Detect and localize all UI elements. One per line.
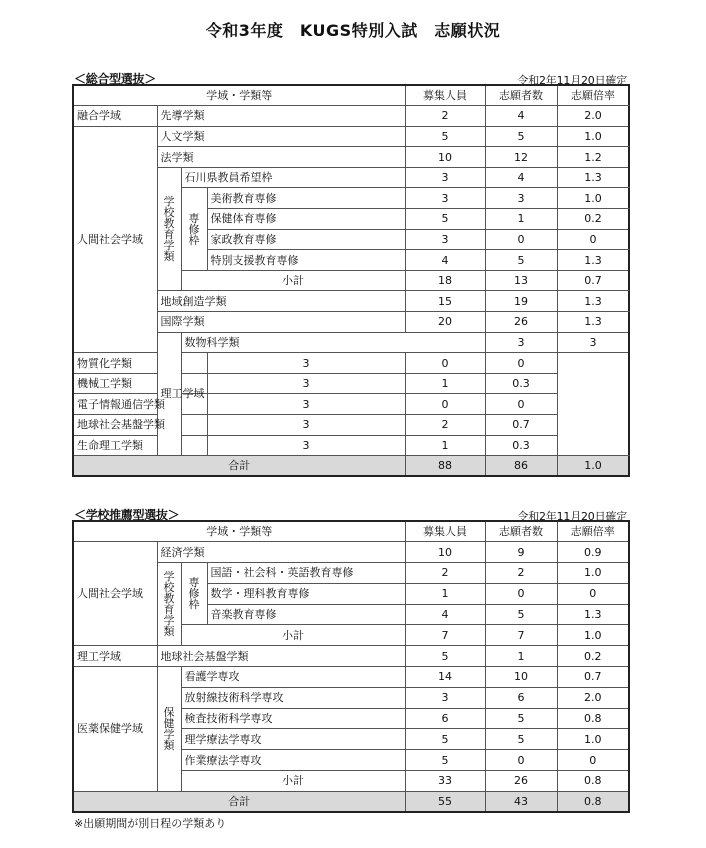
applicants-cell: 9 <box>485 542 557 563</box>
header-ratio: 志願倍率 <box>557 85 629 106</box>
applicants-cell: 1 <box>485 646 557 667</box>
class-name: 地域創造学類 <box>157 291 405 312</box>
header-applicants: 志願者数 <box>485 521 557 542</box>
ratio-cell: 0.8 <box>557 791 629 812</box>
quota-cell: 5 <box>405 646 485 667</box>
table-row <box>73 291 629 312</box>
class-name: 国語・社会科・英語教育専修 <box>207 563 405 584</box>
footnote: ※出願期間が別日程の学類あり <box>74 817 227 830</box>
class-name: 家政教育専修 <box>207 229 405 250</box>
quota-cell: 4 <box>405 250 485 271</box>
ratio-cell: 1.2 <box>557 147 629 168</box>
ratio-cell: 1.3 <box>557 604 629 625</box>
total-label: 合計 <box>73 791 405 812</box>
applicants-cell: 2 <box>485 563 557 584</box>
table-row <box>73 373 629 394</box>
ratio-cell: 0.2 <box>557 209 629 230</box>
ratio-cell: 1.3 <box>557 250 629 271</box>
quota-cell: 33 <box>405 771 485 792</box>
applicants-cell: 6 <box>485 687 557 708</box>
confirmed-date: 令和2年11月20日確定 <box>517 510 627 523</box>
class-name: 地球社会基盤学類 <box>73 415 207 436</box>
quota-cell: 15 <box>405 291 485 312</box>
ratio-cell: 1.0 <box>557 126 629 147</box>
domain-cell: 理工学域 <box>73 646 157 667</box>
header-quota: 募集人員 <box>405 521 485 542</box>
applicants-cell: 13 <box>485 270 557 291</box>
quota-cell: 5 <box>405 209 485 230</box>
quota-cell: 3 <box>207 435 405 456</box>
quota-cell: 7 <box>405 625 485 646</box>
ratio-cell: 0 <box>485 353 557 374</box>
applicants-cell: 0 <box>405 353 485 374</box>
class-name: 物質化学類 <box>73 353 207 374</box>
quota-cell: 2 <box>405 106 485 127</box>
quota-cell: 14 <box>405 667 485 688</box>
section-heading-school-recommendation: ＜学校推薦型選抜＞ <box>74 508 180 522</box>
quota-cell: 55 <box>405 791 485 812</box>
class-name: 作業療法学専攻 <box>181 750 405 771</box>
ratio-cell: 0.2 <box>557 646 629 667</box>
table-row <box>73 667 629 688</box>
school-education-text: 学 校 教 育 学 類 <box>163 570 175 639</box>
applicants-cell: 0 <box>485 750 557 771</box>
ratio-cell: 1.0 <box>557 625 629 646</box>
table-row <box>73 147 629 168</box>
header-field: 学域・学類等 <box>73 85 405 106</box>
applicants-cell: 43 <box>485 791 557 812</box>
class-name: 石川県教員希望枠 <box>181 167 405 188</box>
quota-cell: 4 <box>405 604 485 625</box>
applicants-cell: 4 <box>485 106 557 127</box>
table-row <box>73 126 629 147</box>
applicants-cell: 0 <box>405 394 485 415</box>
comprehensive-selection-table <box>72 84 630 477</box>
ratio-cell: 0 <box>557 229 629 250</box>
ratio-cell: 0.8 <box>557 771 629 792</box>
quota-cell: 3 <box>405 188 485 209</box>
applicants-cell: 0 <box>485 229 557 250</box>
table-row <box>73 353 629 374</box>
class-name: 数学・理科教育専修 <box>207 583 405 604</box>
class-name: 経済学類 <box>157 542 405 563</box>
ratio-cell: 0.8 <box>557 708 629 729</box>
applicants-cell: 12 <box>485 147 557 168</box>
table-header-row <box>73 521 629 542</box>
domain-cell: 医薬保健学域 <box>73 667 157 792</box>
header-field: 学域・学類等 <box>73 521 405 542</box>
table-row <box>73 542 629 563</box>
class-name: 先導学類 <box>157 106 405 127</box>
quota-cell: 3 <box>207 373 405 394</box>
table-row <box>73 167 629 188</box>
applicants-cell: 1 <box>485 209 557 230</box>
table-row <box>73 415 629 436</box>
class-name: 検査技術科学専攻 <box>181 708 405 729</box>
quota-cell: 3 <box>207 415 405 436</box>
quota-cell: 6 <box>405 708 485 729</box>
domain-cell: 人間社会学域 <box>73 542 157 646</box>
table-row <box>73 435 629 456</box>
ratio-cell: 1.0 <box>557 188 629 209</box>
class-name: 人文学類 <box>157 126 405 147</box>
applicants-cell: 5 <box>485 708 557 729</box>
ratio-cell: 0 <box>485 394 557 415</box>
applicants-cell: 19 <box>485 291 557 312</box>
confirmed-date: 令和2年11月20日確定 <box>517 74 627 87</box>
header-quota: 募集人員 <box>405 85 485 106</box>
applicants-cell: 10 <box>485 667 557 688</box>
class-name: 数物科学類 <box>181 332 485 353</box>
domain-cell: 理工学域 <box>157 332 181 456</box>
domain-cell: 融合学域 <box>73 106 157 127</box>
class-name: 国際学類 <box>157 312 405 333</box>
class-name: 生命理工学類 <box>73 435 207 456</box>
applicants-cell: 1 <box>405 373 485 394</box>
ratio-cell: 2.0 <box>557 687 629 708</box>
class-name: 保健体育専修 <box>207 209 405 230</box>
ratio-cell: 0.3 <box>485 435 557 456</box>
quota-cell: 1 <box>405 583 485 604</box>
quota-cell: 5 <box>405 729 485 750</box>
health-sciences-label <box>157 667 181 792</box>
quota-cell: 5 <box>405 750 485 771</box>
health-sciences-text: 保 健 学 類 <box>163 705 175 752</box>
page-title: 令和3年度 KUGS特別入試 志願状況 <box>205 21 501 40</box>
specialty-label <box>181 563 207 625</box>
applicants-cell: 4 <box>485 167 557 188</box>
quota-cell: 88 <box>405 456 485 477</box>
header-ratio: 志願倍率 <box>557 521 629 542</box>
applicants-cell: 5 <box>485 604 557 625</box>
ratio-cell: 1.0 <box>557 456 629 477</box>
quota-cell: 3 <box>485 332 557 353</box>
ratio-cell: 1.0 <box>557 729 629 750</box>
class-name: 看護学専攻 <box>181 667 405 688</box>
subtotal-label: 小計 <box>181 270 405 291</box>
table-header-row <box>73 85 629 106</box>
quota-cell: 3 <box>207 394 405 415</box>
total-label: 合計 <box>73 456 405 477</box>
ratio-cell: 1.3 <box>557 291 629 312</box>
applicants-cell: 5 <box>485 250 557 271</box>
applicants-cell: 3 <box>557 332 629 353</box>
subtotal-label: 小計 <box>181 771 405 792</box>
ratio-cell: 0.7 <box>557 270 629 291</box>
ratio-cell: 0.7 <box>557 667 629 688</box>
specialty-label <box>181 188 207 270</box>
quota-cell: 2 <box>405 563 485 584</box>
class-name: 機械工学類 <box>73 373 207 394</box>
header-applicants: 志願者数 <box>485 85 557 106</box>
class-name: 特別支援教育専修 <box>207 250 405 271</box>
table-row <box>73 394 629 415</box>
school-education-label <box>157 167 181 291</box>
applicants-cell: 0 <box>485 583 557 604</box>
class-name: 理学療法学専攻 <box>181 729 405 750</box>
class-name: 放射線技術科学専攻 <box>181 687 405 708</box>
domain-cell: 人間社会学域 <box>73 126 157 353</box>
applicants-cell: 3 <box>485 188 557 209</box>
quota-cell: 3 <box>207 353 405 374</box>
quota-cell: 3 <box>405 687 485 708</box>
section-heading-comprehensive: ＜総合型選抜＞ <box>74 72 156 86</box>
school-recommendation-table <box>72 520 630 813</box>
specialty-text: 専 修 枠 <box>188 211 200 247</box>
applicants-cell: 5 <box>485 126 557 147</box>
ratio-cell: 0.3 <box>485 373 557 394</box>
quota-cell: 10 <box>405 542 485 563</box>
subtotal-label: 小計 <box>181 625 405 646</box>
ratio-cell: 1.0 <box>557 563 629 584</box>
ratio-cell: 2.0 <box>557 106 629 127</box>
applicants-cell: 1 <box>405 435 485 456</box>
applicants-cell: 7 <box>485 625 557 646</box>
quota-cell: 3 <box>405 167 485 188</box>
ratio-cell: 1.3 <box>557 312 629 333</box>
applicants-cell: 26 <box>485 312 557 333</box>
table-row <box>73 646 629 667</box>
table-row <box>73 106 629 127</box>
quota-cell: 18 <box>405 270 485 291</box>
table-row <box>73 312 629 333</box>
total-row <box>73 456 629 477</box>
quota-cell: 3 <box>405 229 485 250</box>
quota-cell: 20 <box>405 312 485 333</box>
applicants-cell: 5 <box>485 729 557 750</box>
table-row <box>73 332 629 353</box>
ratio-cell: 0 <box>557 583 629 604</box>
ratio-cell: 0 <box>557 750 629 771</box>
quota-cell: 5 <box>405 126 485 147</box>
applicants-cell: 2 <box>405 415 485 436</box>
table-row <box>73 563 629 584</box>
ratio-cell: 0.7 <box>485 415 557 436</box>
quota-cell: 10 <box>405 147 485 168</box>
class-name: 美術教育専修 <box>207 188 405 209</box>
school-education-text: 学 校 教 育 学 類 <box>163 195 175 264</box>
applicants-cell: 86 <box>485 456 557 477</box>
school-education-label <box>157 563 181 646</box>
ratio-cell: 1.3 <box>557 167 629 188</box>
specialty-text: 専 修 枠 <box>188 576 200 612</box>
class-name: 電子情報通信学類 <box>73 394 207 415</box>
class-name: 地球社会基盤学類 <box>157 646 405 667</box>
class-name: 法学類 <box>157 147 405 168</box>
applicants-cell: 26 <box>485 771 557 792</box>
ratio-cell: 0.9 <box>557 542 629 563</box>
class-name: 音楽教育専修 <box>207 604 405 625</box>
total-row <box>73 791 629 812</box>
